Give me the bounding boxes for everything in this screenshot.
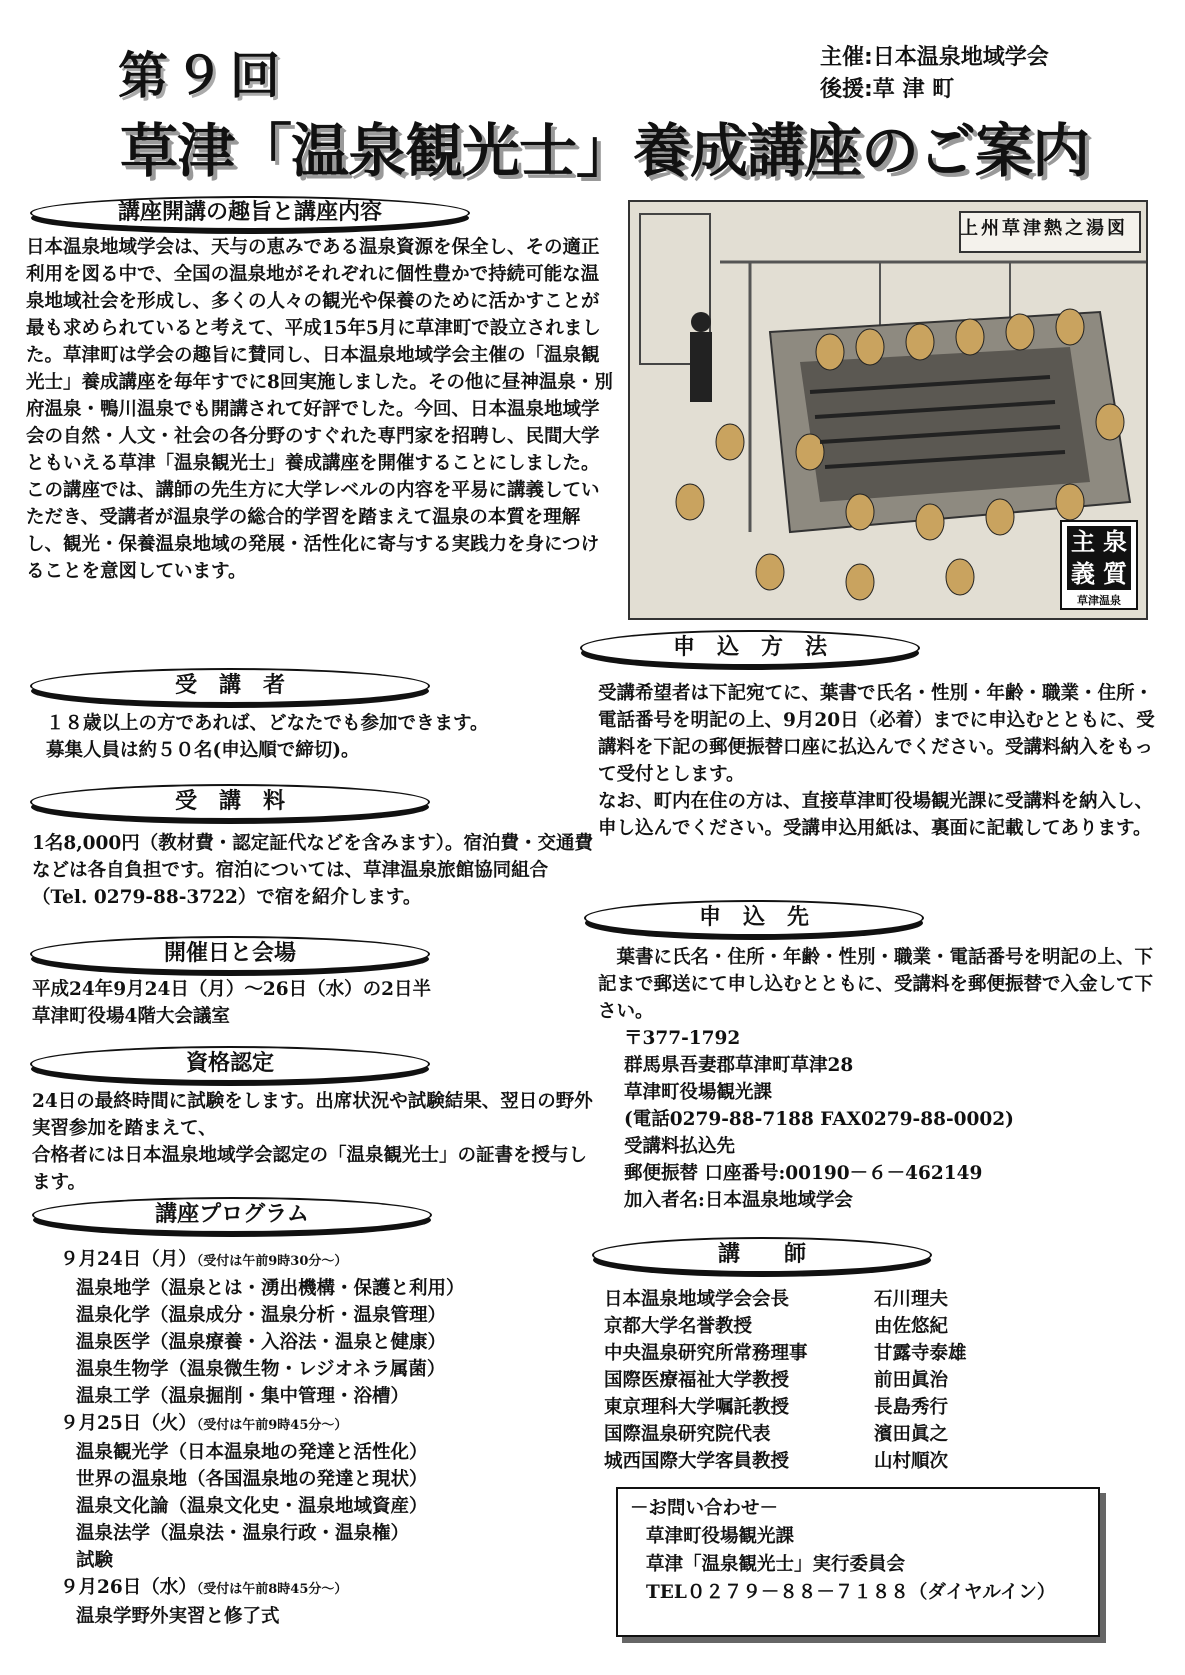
- application-body: [598, 680, 1158, 842]
- program-item: 温泉工学（温泉掘削・集中管理・浴槽）: [76, 1386, 410, 1407]
- seal-char: 義: [1071, 560, 1095, 588]
- certification-body: [32, 1088, 600, 1196]
- contact-box: [616, 1487, 1100, 1637]
- program-day-2: [60, 1410, 620, 1439]
- seal-label: 草津温泉: [1077, 594, 1121, 607]
- lecturer-org: 城西国際大学客員教授: [604, 1451, 790, 1472]
- application-para: なお、町内在住の方は、直接草津町役場観光課に受講料を納入し、申し込んでください。受講申込用紙は、裏面に記載してあります。: [598, 791, 1154, 839]
- destination-office: 草津町役場観光課: [624, 1082, 773, 1103]
- destination-address: 群馬県吾妻郡草津町草津28: [624, 1055, 854, 1076]
- lecturer-org: 国際温泉研究院代表: [604, 1424, 771, 1445]
- program-item: 温泉観光学（日本温泉地の発達と活性化）: [76, 1442, 428, 1463]
- contact-heading: －お問い合わせ－: [630, 1498, 779, 1519]
- lecturer-name: 濱田眞之: [874, 1424, 949, 1445]
- program-date: ９月25日（火）: [60, 1413, 197, 1434]
- destination-body: [598, 944, 1156, 1214]
- destination-holder: 加入者名:日本温泉地域学会: [624, 1190, 853, 1211]
- organizer: 主催:日本温泉地域学会: [820, 45, 1049, 70]
- eligibility-heading: 受 講 者: [30, 668, 430, 704]
- contact-line: 草津「温泉観光士」実行委員会: [646, 1554, 906, 1575]
- schedule-venue: 草津町役場4階大会議室: [32, 1006, 230, 1027]
- lecturer-name: 長島秀行: [874, 1397, 949, 1418]
- contact-phone: TEL０２７９－８８－７１８８（ダイヤルイン）: [646, 1582, 1056, 1603]
- program-date: ９月24日（月）: [60, 1249, 197, 1270]
- program-note: （受付は午前9時45分～）: [196, 1418, 348, 1433]
- lecturer-row: [604, 1313, 1144, 1340]
- destination-phone: (電話0279-88-7188 FAX0279-88-0002): [624, 1109, 1014, 1130]
- schedule-heading: 開催日と会場: [30, 936, 430, 972]
- program-note: （受付は午前9時30分～）: [196, 1254, 348, 1269]
- page-title: 草津「温泉観光士」養成講座のご案内: [120, 117, 1090, 185]
- lecturer-org: 京都大学名誉教授: [604, 1316, 753, 1337]
- schedule-body: [32, 976, 600, 1030]
- program-date: ９月26日（水）: [60, 1577, 197, 1598]
- program-item: 世界の温泉地（各国温泉地の発達と現状）: [76, 1469, 428, 1490]
- eligibility-line: １８歳以上の方であれば、どなたでも参加できます。: [46, 713, 489, 734]
- lecturer-row: [604, 1421, 1144, 1448]
- seal-char: 主: [1071, 528, 1095, 556]
- lecturer-name: 前田眞治: [874, 1370, 949, 1391]
- application-para: 受講希望者は下記宛てに、葉書で氏名・性別・年齢・職業・住所・電話番号を明記の上、9月20日（必着）までに申込むとともに、受講料を下記の郵便振替口座に払込んでください。受講料納入をもって受付とします。: [598, 683, 1155, 785]
- onsen-seal: [1060, 520, 1138, 610]
- application-heading: 申 込 方 法: [580, 630, 920, 666]
- lecturers-heading: 講 師: [592, 1237, 932, 1273]
- lecturer-name: 石川理夫: [874, 1289, 949, 1310]
- ukiyoe-illustration: [628, 200, 1148, 620]
- contact-line: 草津町役場観光課: [646, 1526, 795, 1547]
- program-item: 温泉法学（温泉法・温泉行政・温泉権）: [76, 1523, 410, 1544]
- program-note: （受付は午前8時45分～）: [196, 1582, 348, 1597]
- lecturer-row: [604, 1367, 1144, 1394]
- program-heading: 講座プログラム: [32, 1197, 432, 1233]
- edition-label: 第９回: [118, 47, 286, 105]
- certification-line: 24日の最終時間に試験をします。出席状況や試験結果、翌日の野外実習参加を踏まえて、: [32, 1091, 593, 1139]
- lecturer-org: 日本温泉地域学会会長: [604, 1289, 790, 1310]
- lecturer-name: 山村順次: [874, 1451, 949, 1472]
- lecturer-name: 甘露寺泰雄: [874, 1343, 967, 1364]
- destination-postal: 〒377-1792: [624, 1028, 741, 1049]
- lecturer-row: [604, 1340, 1144, 1367]
- seal-char: 泉: [1103, 528, 1127, 556]
- purpose-heading: 講座開講の趣旨と講座内容: [30, 196, 470, 230]
- organizer-block: [820, 42, 1049, 106]
- destination-payment-label: 受講料払込先: [624, 1136, 736, 1157]
- program-item: 温泉地学（温泉とは・湧出機構・保護と利用）: [76, 1278, 465, 1299]
- program-day-1: [60, 1246, 620, 1275]
- purpose-body: 日本温泉地域学会は、天与の恵みである温泉資源を保全し、その適正利用を図る中で、全国の温泉地がそれぞれに個性豊かで持続可能な温泉地域社会を形成し、多くの人々の観光や保養のために活かすことが最も求められていると考えて、平成15年5月に草津町で設立されました。草津町は学会の趣旨に賛同し、日本温泉地域学会主催の「温泉観光士」養成講座を毎年すでに8回実施しました。その他に昼神温泉・別府温泉・鴨川温泉でも開講されて好評でした。今回、日本温泉地域学会の自然・人文・社会の各分野のすぐれた専門家を招聘し、民間大学ともいえる草津「温泉観光士」養成講座を開催することにしました。この講座では、講師の先生方に大学レベルの内容を平易に講義していただき、受講者が温泉学の総合的学習を踏まえて温泉の本質を理解し、観光・保養温泉地域の発展・活性化に寄与する実践力を身につけることを意図しています。: [26, 237, 613, 582]
- program-item: 試験: [76, 1550, 114, 1571]
- lecturer-org: 東京理科大学嘱託教授: [604, 1397, 790, 1418]
- illustration-caption: 上州草津熱之湯図: [960, 218, 1128, 239]
- program-item: 温泉医学（温泉療養・入浴法・温泉と健康）: [76, 1332, 447, 1353]
- lecturer-row: [604, 1448, 1144, 1475]
- lecturer-name: 由佐悠紀: [874, 1316, 949, 1337]
- fee-heading: 受 講 料: [30, 784, 430, 820]
- schedule-date: 平成24年9月24日（月）～26日（水）の2日半: [32, 979, 431, 1000]
- lecturer-row: [604, 1286, 1144, 1313]
- certification-line: 合格者には日本温泉地域学会認定の「温泉観光士」の証書を授与します。: [32, 1145, 588, 1193]
- seal-char: 質: [1103, 560, 1127, 588]
- program-day-3: [60, 1574, 620, 1603]
- program-item: 温泉文化論（温泉文化史・温泉地域資産）: [76, 1496, 428, 1517]
- program-item: 温泉生物学（温泉微生物・レジオネラ属菌）: [76, 1359, 446, 1380]
- certification-heading: 資格認定: [30, 1046, 430, 1082]
- eligibility-line: 募集人員は約５０名(申込順で締切)。: [46, 740, 360, 761]
- program-item: 温泉学野外実習と修了式: [76, 1606, 280, 1627]
- lecturers-list: [604, 1286, 1144, 1475]
- destination-account: 郵便振替 口座番号:00190－６－462149: [624, 1163, 983, 1184]
- eligibility-body: [46, 710, 606, 764]
- program-list: [60, 1246, 620, 1630]
- lecturer-org: 国際医療福祉大学教授: [604, 1370, 790, 1391]
- destination-intro: 葉書に氏名・住所・年齢・性別・職業・電話番号を明記の上、下記まで郵送にて申し込むとともに、受講料を郵便振替で入金して下さい。: [598, 947, 1154, 1022]
- program-item: 温泉化学（温泉成分・温泉分析・温泉管理）: [76, 1305, 447, 1326]
- sponsor: 後援:草 津 町: [820, 77, 955, 102]
- lecturer-org: 中央温泉研究所常務理事: [604, 1343, 808, 1364]
- lecturer-row: [604, 1394, 1144, 1421]
- destination-heading: 申 込 先: [584, 900, 924, 936]
- fee-body: 1名8,000円（教材費・認定証代などを含みます）。宿泊費・交通費などは各自負担です。宿泊については、草津温泉旅館協同組合（Tel. 0279-88-3722）で宿を紹介します。: [32, 833, 594, 908]
